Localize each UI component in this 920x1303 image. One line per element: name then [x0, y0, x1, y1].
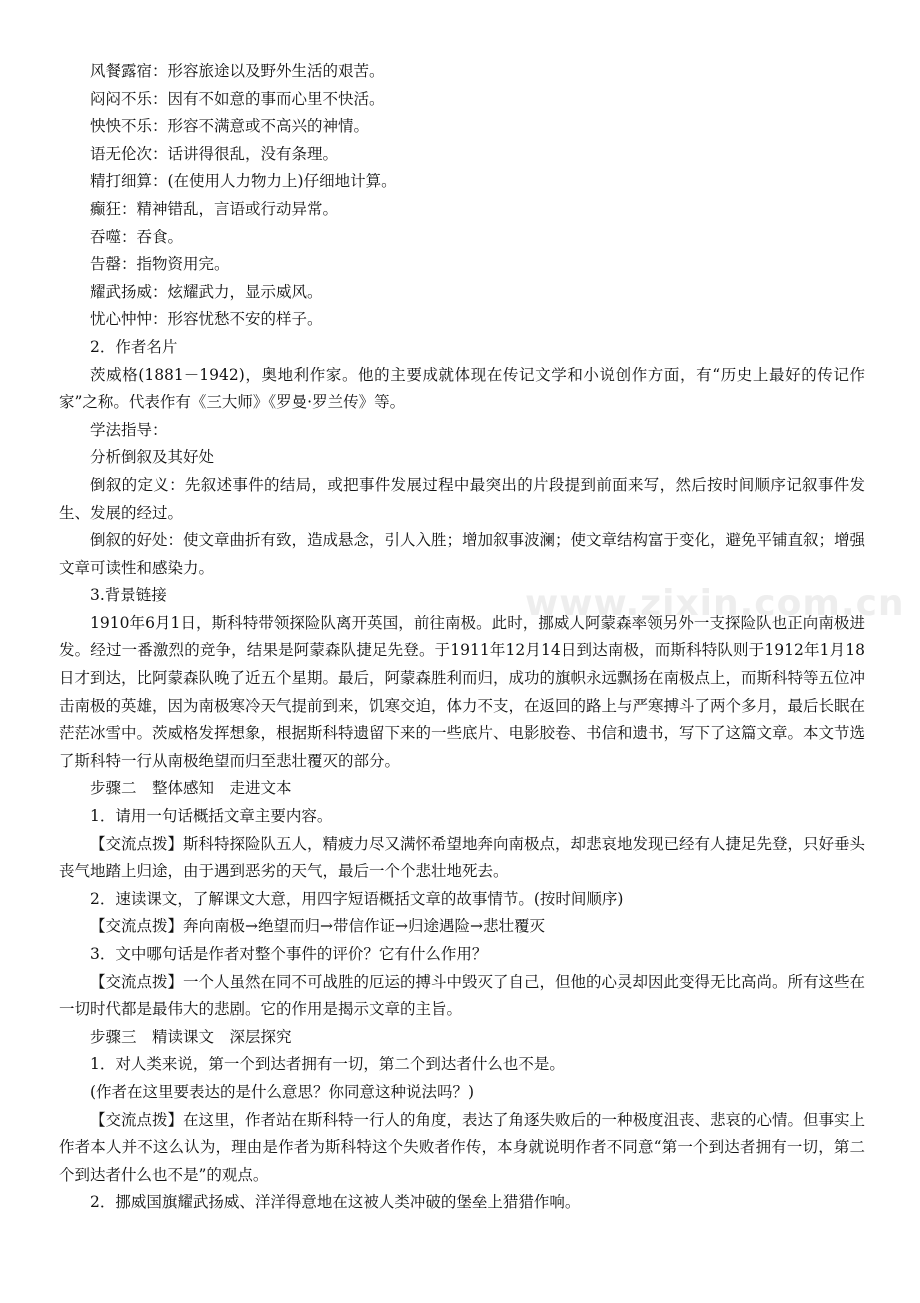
section-heading-author: 2．作者名片: [90, 337, 178, 356]
section-heading-background: 3.背景链接: [90, 586, 167, 605]
study-guide-label: 学法指导：: [90, 420, 168, 439]
question-5: 2．挪威国旗耀武扬威、洋洋得意地在这被人类冲破的堡垒上猎猎作响。: [90, 1193, 581, 1212]
answer-3: 【交流点拨】一个人虽然在同不可战胜的厄运的搏斗中毁灭了自己，但他的心灵却因此变得无比高尚。所有这些在一切时代都是最伟大的悲剧。它的作用是揭示文章的主旨。: [59, 972, 866, 1019]
flashback-definition: 倒叙的定义：先叙述事件的结局，或把事件发展过程中最突出的片段提到前面来写，然后按时间顺序记叙事件发生、发展的经过。: [59, 475, 865, 522]
analysis-title: 分析倒叙及其好处: [90, 448, 215, 467]
author-paragraph: 茨威格(1881－1942)，奥地利作家。他的主要成就体现在传记文学和小说创作方面，有“历史上最好的传记作家”之称。代表作有《三大师》《罗曼·罗兰传》等。: [59, 365, 865, 412]
question-4-sub: (作者在这里要表达的是什么意思？你同意这种说法吗？): [90, 1082, 475, 1101]
answer-1: 【交流点拨】斯科特探险队五人，精疲力尽又满怀希望地奔向南极点，却悲哀地发现已经有人捷足先登，只好垂头丧气地踏上归途，由于遇到恶劣的天气，最后一个个悲壮地死去。: [59, 834, 866, 881]
question-2: 2．速读课文，了解课文大意，用四字短语概括文章的故事情节。(按时间顺序): [90, 889, 624, 908]
step-three-heading: 步骤三 精读课文 深层探究: [90, 1027, 292, 1046]
vocab-line: 精打细算：(在使用人力物力上)仔细地计算。: [90, 172, 397, 191]
vocab-line: 闷闷不乐：因有不如意的事而心里不快活。: [90, 89, 385, 108]
flashback-benefit: 倒叙的好处：使文章曲折有致，造成悬念，引人入胜；增加叙事波澜；使文章结构富于变化，避免平铺直叙；增强文章可读性和感染力。: [59, 531, 866, 577]
watermark: www.zixin.com.cn: [525, 583, 905, 624]
vocab-line: 告罄：指物资用完。: [90, 255, 230, 274]
vocab-line: 怏怏不乐：形容不满意或不高兴的神情。: [90, 117, 370, 136]
document-body: [59, 58, 866, 1217]
question-3: 3．文中哪句话是作者对整个事件的评价？它有什么作用？: [90, 945, 488, 963]
vocab-line: 风餐露宿：形容旅途以及野外生活的艰苦。: [90, 62, 385, 80]
vocab-line: 吞噬：吞食。: [90, 227, 184, 246]
vocab-line: 癫狂：精神错乱，言语或行动异常。: [90, 199, 339, 218]
step-two-heading: 步骤二 整体感知 走进文本: [90, 779, 292, 798]
question-4: 1．对人类来说，第一个到达者拥有一切，第二个到达者什么也不是。: [90, 1055, 565, 1074]
vocab-line: 语无伦次：话讲得很乱，没有条理。: [90, 144, 339, 163]
background-paragraph: 1910年6月1日，斯科特带领探险队离开英国，前往南极。此时，挪威人阿蒙森率领另外一支探险队也正向南极进发。经过一番激烈的竞争，结果是阿蒙森队捷足先登。于1911年12月14日到达南极，而斯科特队则于1912年1月18日才到达，比阿蒙森队晚了近五个星期。最后，阿蒙森胜利而归，成功的旗帜永远飘扬在南极点上，而斯科特等五位冲击南极的英雄，因为南极寒冷天气提前到来，饥寒交迫，体力不支，在返回的路上与严寒搏斗了两个多月，最后长眠在茫茫冰雪中。茨威格发挥想象，根据斯科特遗留下来的一些底片、电影胶卷、书信和遗书，写下了这篇文章。本文节选了斯科特一行从南极绝望而归至悲壮覆灭的部分。: [59, 613, 866, 770]
answer-4: 【交流点拨】在这里，作者站在斯科特一行人的角度，表达了角逐失败后的一种极度沮丧、悲哀的心情。但事实上作者本人并不这么认为，理由是作者为斯科特这个失败者作传，本身就说明作者不同意“第一个到达者拥有一切，第二个到达者什么也不是”的观点。: [59, 1110, 866, 1184]
vocab-line: 忧心忡忡：形容忧愁不安的样子。: [90, 310, 323, 329]
answer-2: 【交流点拨】奔向南极→绝望而归→带信作证→归途遇险→悲壮覆灭: [90, 917, 545, 936]
question-1: 1．请用一句话概括文章主要内容。: [90, 807, 333, 826]
vocab-line: 耀武扬威：炫耀武力，显示威风。: [90, 282, 323, 301]
